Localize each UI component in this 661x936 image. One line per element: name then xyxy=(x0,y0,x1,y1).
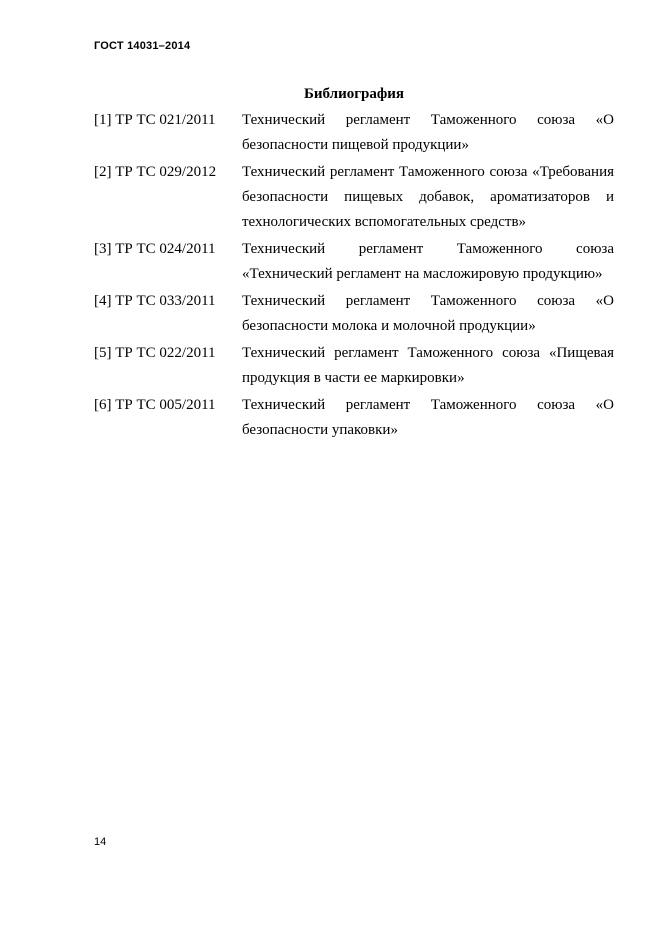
page-number: 14 xyxy=(94,836,107,848)
bibliography-entry xyxy=(94,393,614,443)
document-code-header: ГОСТ 14031–2014 xyxy=(94,40,191,52)
bibliography-ref: [1] ТР ТС 021/2011 xyxy=(94,112,216,128)
bibliography-entry xyxy=(94,160,614,235)
bibliography-ref: [4] ТР ТС 033/2011 xyxy=(94,293,216,309)
bibliography-text: Технический регламент Таможенного союза «Пищевая продукция в части ее маркировки» xyxy=(242,345,614,386)
bibliography-text: Технический регламент Таможенного союза «О безопасности молока и молочной продукции» xyxy=(242,293,614,334)
bibliography-text: Технический регламент Таможенного союза «О безопасности пищевой продукции» xyxy=(242,112,614,153)
bibliography-entry xyxy=(94,341,614,391)
bibliography-ref: [3] ТР ТС 024/2011 xyxy=(94,241,216,257)
section-title: Библиография xyxy=(303,86,405,102)
bibliography-ref: [5] ТР ТС 022/2011 xyxy=(94,345,216,361)
bibliography-entry xyxy=(94,237,614,287)
bibliography-text: Технический регламент Таможенного союза «О безопасности упаковки» xyxy=(242,397,614,438)
bibliography-list xyxy=(94,108,614,445)
bibliography-text: Технический регламент Таможенного союза «Технический регламент на масложировую продукцию» xyxy=(242,241,614,282)
bibliography-ref: [2] ТР ТС 029/2012 xyxy=(94,164,217,180)
bibliography-entry xyxy=(94,108,614,158)
bibliography-ref: [6] ТР ТС 005/2011 xyxy=(94,397,216,413)
bibliography-entry xyxy=(94,289,614,339)
bibliography-text: Технический регламент Таможенного союза «Требования безопасности пищевых добавок, ароматизаторов и технологических вспомогательных средств» xyxy=(242,164,614,230)
